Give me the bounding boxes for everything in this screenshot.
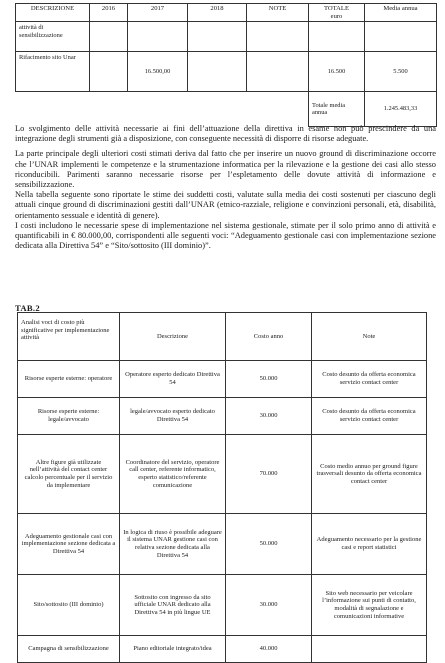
cell-media: 5.500 (365, 52, 437, 92)
total-label: Totale media annua (309, 92, 365, 127)
cell-costo: 50.000 (226, 361, 312, 398)
cell-costo: 70.000 (226, 435, 312, 514)
paragraph: La parte principale degli ulteriori costi stimati deriva dal fatto che per inserire un nuovo ground di discriminazione occorre che l’UNAR implementi le competenze e la strumentazione informatica per la rilevazione e la gestione dei casi allo stesso riconducibili. Parimenti saranno necessarie risorse per l’espletamento delle dovute attività di informazione e sensibilizzazione. (15, 149, 436, 190)
table-row (16, 22, 437, 52)
header-descrizione: Descrizione (120, 313, 226, 361)
table-row (18, 361, 427, 398)
row-description: Rifacimento sito Unar (16, 52, 90, 92)
table-title: TAB.2 (15, 303, 40, 313)
cell-voce: Risorse esperte esterne: legale/avvocato (18, 398, 120, 435)
cell-descrizione: Piano editoriale integrato/idea (120, 636, 226, 663)
summary-cost-table (15, 3, 437, 127)
cell-costo: 30.000 (226, 575, 312, 636)
header-2016: 2016 (90, 4, 128, 22)
paragraph: I costi includono le necessarie spese di implementazione nel sistema gestionale, stimate per il solo primo anno di attività e quantificabili in € 80.000,00, corrispondenti alle seguenti voci: “Adeguamento gestionale casi con implementazione sezione dedicata alla Direttiva 54” e “Sito/sottosito (III dominio)”. (15, 220, 436, 251)
cell-descrizione: In logica di riuso è possibile adeguare il sistema UNAR gestione casi con relativa sezione dedicata alla Direttiva 54 (120, 514, 226, 575)
cell-empty (90, 52, 128, 92)
cell-empty (247, 92, 309, 127)
cell-empty (188, 92, 247, 127)
body-text (15, 124, 436, 251)
table-row (18, 435, 427, 514)
header-costo-anno: Costo anno (226, 313, 312, 361)
table-header-row (16, 4, 437, 22)
cell-descrizione: Coordinatore del servizio, operatore call center, referente informatico, esperto statistico/referente comunicazione (120, 435, 226, 514)
cell-note: Sito web necessario per veicolare l’informazione sui punti di contatto, modalità di segnalazione e comunicazioni informative (312, 575, 427, 636)
header-totale (309, 4, 365, 22)
cell-2017: 16.500,00 (128, 52, 188, 92)
header-2018: 2018 (188, 4, 247, 22)
cell-totale: 16.500 (309, 52, 365, 92)
total-value: 1.245.483,33 (365, 92, 437, 127)
cell-empty (188, 22, 247, 52)
cell-empty (188, 52, 247, 92)
cell-empty (16, 92, 90, 127)
cell-note: Costo desunto da offerta economica servizio contact center (312, 361, 427, 398)
cell-costo: 40.000 (226, 636, 312, 663)
cell-note: Costo desunto da offerta economica servizio contact center (312, 398, 427, 435)
paragraph: Lo svolgimento delle attività necessarie ai fini dell’attuazione della direttiva in esame non può prescindere da una integrazione degli strumenti già a disposizione, con conseguente necessità di disporre di risorse adeguate. (15, 124, 436, 144)
row-description: attività di sensibilizzazione (16, 22, 90, 52)
header-media-annua: Media annua (365, 4, 437, 22)
cell-voce: Campagna di sensibilizzazione (18, 636, 120, 663)
cell-voce: Sito/sottosito (III dominio) (18, 575, 120, 636)
paragraph: Nella tabella seguente sono riportate le stime dei suddetti costi, valutate sulla media dei costi sostenuti per ciascuno degli attuali cinque ground di discriminazioni gestiti dall’UNAR (etnico-razziale, religione e convinzioni personali, età, disabilità, orientamento sessuale e identità di genere). (15, 190, 436, 220)
cell-empty (365, 22, 437, 52)
cell-voce: Risorse esperte esterne: operatore (18, 361, 120, 398)
header-descrizione: DESCRIZIONE (16, 4, 90, 22)
cell-costo: 30.000 (226, 398, 312, 435)
cell-descrizione: Sottosito con ingresso da sito ufficiale UNAR dedicato alla Direttiva 54 in più lingue UE (120, 575, 226, 636)
cell-descrizione: Operatore esperto dedicato Direttiva 54 (120, 361, 226, 398)
header-totale-unit: euro (330, 12, 343, 20)
header-analisi: Analisi voci di costo più significative per implementazione attività (18, 313, 120, 361)
table-header-row (18, 313, 427, 361)
header-2017: 2017 (128, 4, 188, 22)
cell-note (312, 636, 427, 663)
cell-empty (309, 22, 365, 52)
table-total-row (16, 92, 437, 127)
cell-empty (90, 22, 128, 52)
header-note: NOTE (247, 4, 309, 22)
cell-costo: 50.000 (226, 514, 312, 575)
cell-empty (247, 52, 309, 92)
table-row (16, 52, 437, 92)
cell-empty (90, 92, 128, 127)
cell-voce: Adeguamento gestionale casi con implementazione sezione dedicata a Direttiva 54 (18, 514, 120, 575)
table-row (18, 398, 427, 435)
cell-note: Costo medio annuo per ground figure trasversali desunto da offerta economica contact center (312, 435, 427, 514)
cell-empty (247, 22, 309, 52)
cell-descrizione: legale/avvocato esperto dedicato Direttiva 54 (120, 398, 226, 435)
header-totale-label: TOTALE (324, 5, 349, 12)
cost-analysis-table (17, 312, 427, 663)
cell-empty (128, 92, 188, 127)
table-row (18, 514, 427, 575)
cell-note: Adeguamento necessario per la gestione casi e report statistici (312, 514, 427, 575)
cell-empty (128, 22, 188, 52)
table-row (18, 575, 427, 636)
cell-voce: Altre figure già utilizzate nell’attività del contact center calcolo percentuale per il servizio da implementare (18, 435, 120, 514)
header-note: Note (312, 313, 427, 361)
table-row (18, 636, 427, 663)
